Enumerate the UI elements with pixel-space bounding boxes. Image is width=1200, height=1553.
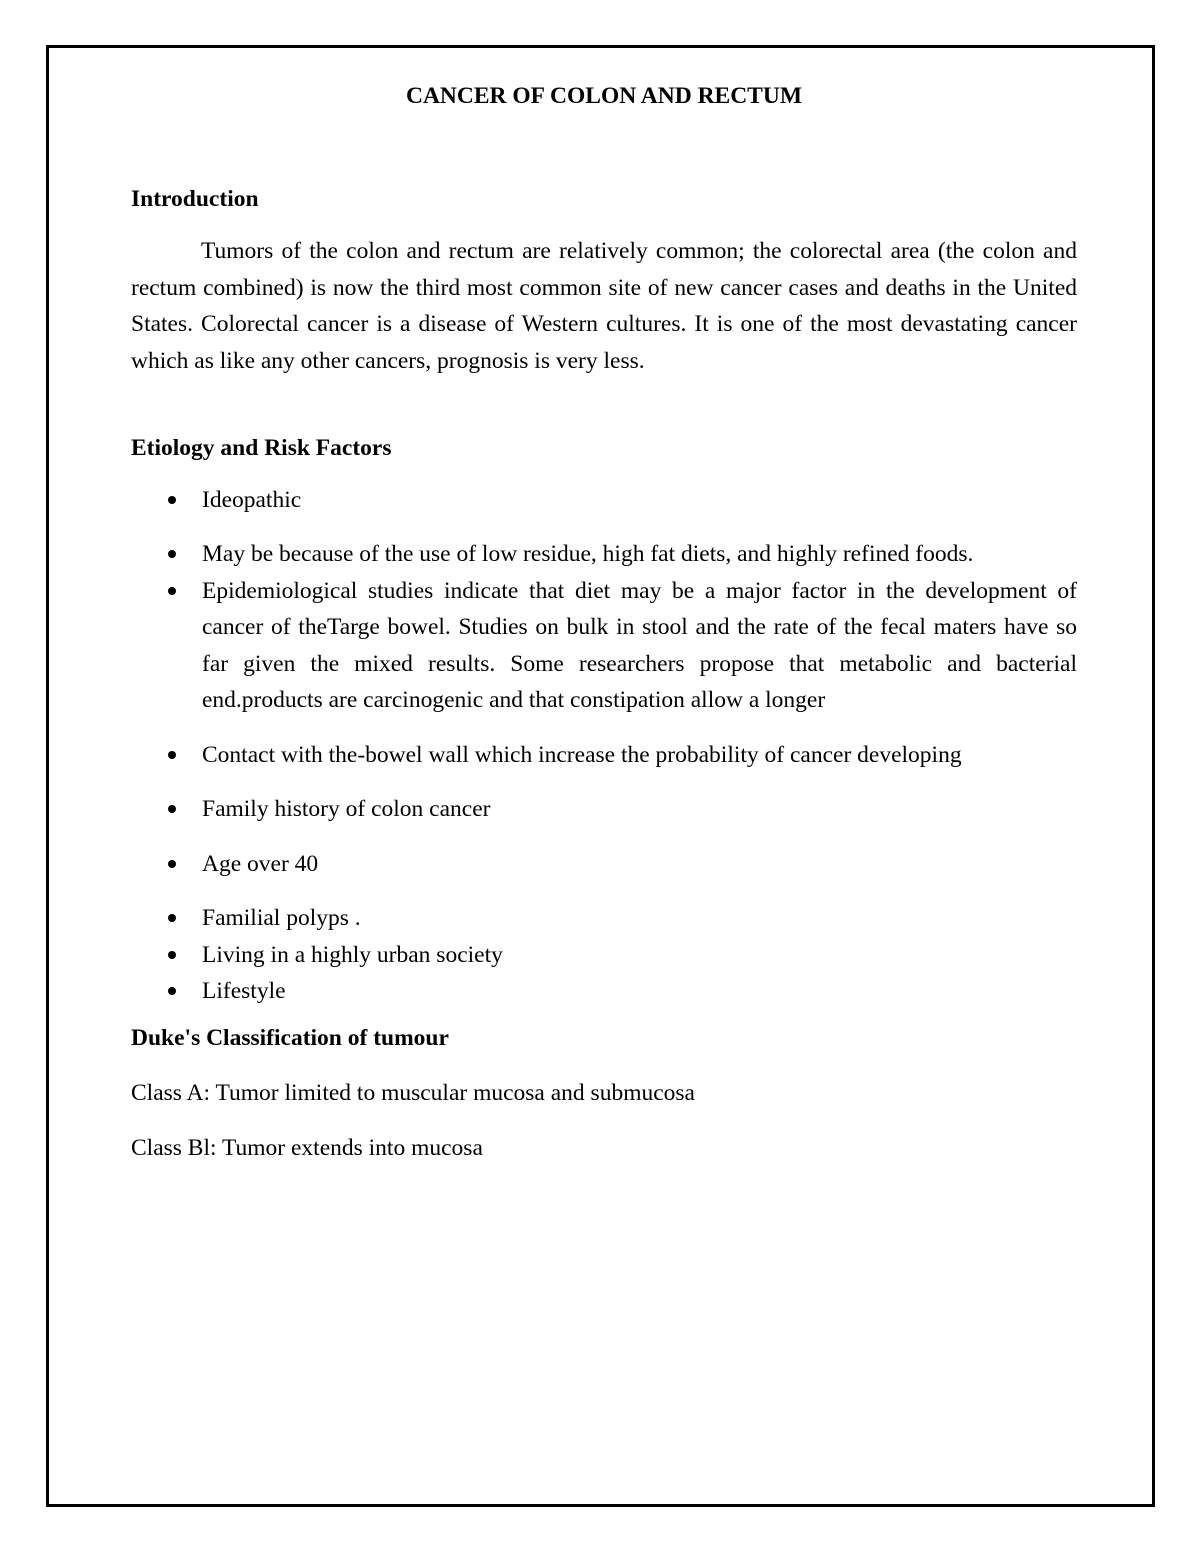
list-item-text: Living in a highly urban society	[202, 941, 503, 968]
list-item-text: Family history of colon cancer	[202, 796, 491, 822]
list-item	[131, 482, 1077, 519]
list-item	[131, 737, 1077, 774]
list-item	[131, 937, 1077, 974]
introduction-paragraph: Tumors of the colon and rectum are relatively common; the colorectal area (the colon and rectum combined) is now the third most common site of new cancer cases and deaths in the United States. Colorectal cancer is a disease of Western cultures. It is one of the most devastating cancer which as like any other cancers, prognosis is very less.	[131, 238, 1077, 374]
list-item	[131, 973, 1077, 1010]
bullet-icon	[168, 987, 176, 995]
etiology-heading: Etiology and Risk Factors	[131, 435, 392, 461]
list-item	[131, 900, 1077, 937]
list-item-text: Age over 40	[202, 850, 319, 877]
list-item	[131, 536, 1077, 573]
bullet-icon	[168, 860, 176, 868]
bullet-icon	[168, 550, 176, 558]
list-item-text: Ideopathic	[202, 486, 302, 513]
list-item-text: May be because of the use of low residue, high fat diets, and highly refined foods.	[202, 541, 974, 567]
list-item-text: Epidemiological studies indicate that diet may be a major factor in the development of cancer of theTarge bowel. Studies on bulk in stool and the rate of the fecal maters have so far given the mixed results. Some researchers propose that metabolic and bacterial end.products are carcinogenic and that constipation allow a longer	[202, 577, 1077, 713]
document-body	[131, 78, 1077, 1166]
bullet-icon	[168, 587, 176, 595]
list-item-text: Contact with the-bowel wall which increase the probability of cancer developing	[202, 741, 962, 768]
dukes-heading: Duke's Classification of tumour	[131, 1024, 449, 1051]
list-item	[131, 791, 1077, 828]
list-item-text: Familial polyps .	[202, 905, 361, 931]
bullet-icon	[168, 805, 176, 813]
bullet-icon	[168, 951, 176, 959]
list-item	[131, 846, 1077, 883]
list-item-text: Lifestyle	[202, 978, 286, 1004]
document-title: CANCER OF COLON AND RECTUM	[405, 83, 803, 109]
class-b-text: Class Bl: Tumor extends into mucosa	[131, 1134, 483, 1161]
bullet-icon	[168, 751, 176, 759]
risk-factor-list	[131, 482, 1077, 1010]
class-a-text: Class A: Tumor limited to muscular mucosa and submucosa	[131, 1080, 695, 1106]
introduction-heading: Introduction	[131, 185, 259, 212]
list-item	[131, 573, 1077, 719]
bullet-icon	[168, 914, 176, 922]
bullet-icon	[168, 496, 176, 504]
